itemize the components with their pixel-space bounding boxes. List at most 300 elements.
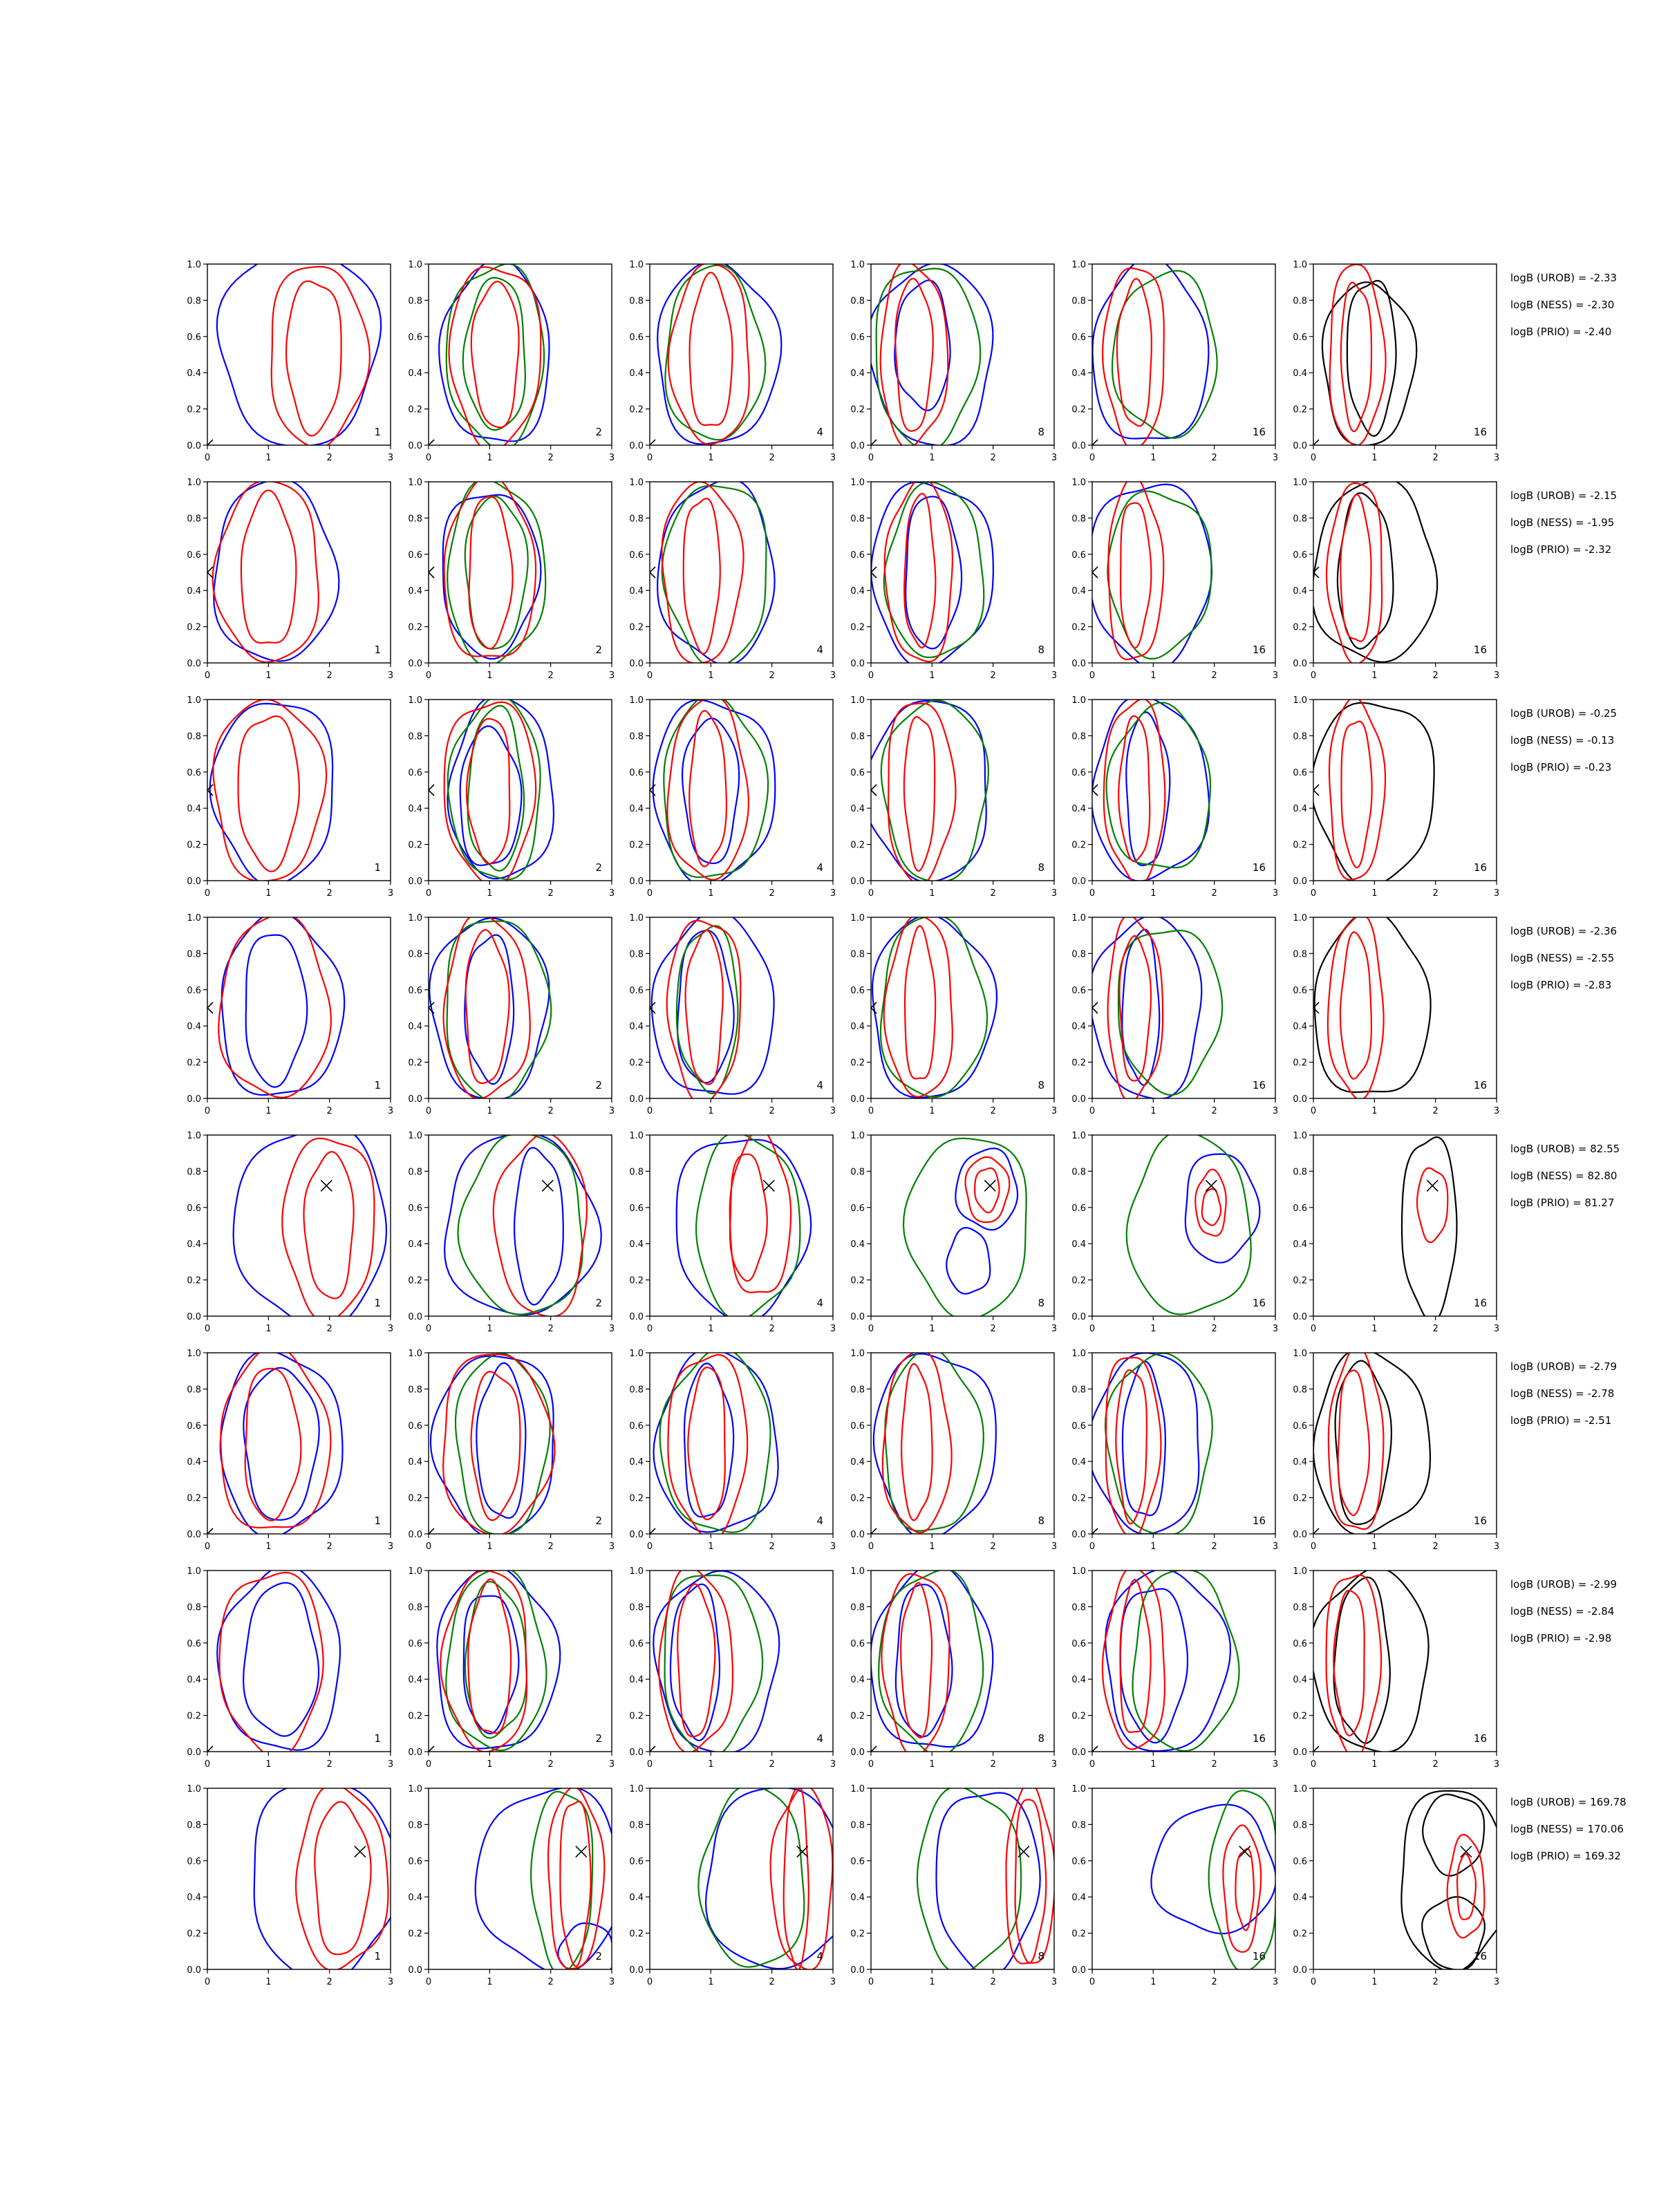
x-tick-label: 1 (929, 671, 935, 681)
y-tick-label: 0.8 (408, 1820, 422, 1831)
blue-contour (476, 1363, 525, 1518)
contour-group (1308, 1568, 1429, 1759)
y-tick-label: 0.0 (850, 1747, 865, 1758)
red-contour (885, 478, 953, 662)
y-tick-label: 0.0 (408, 1094, 422, 1105)
red-contour (1417, 1168, 1447, 1242)
x-tick-label: 1 (1150, 453, 1156, 463)
panel-r2-c4 (850, 478, 1057, 681)
contour-group (202, 1346, 343, 1539)
y-tick-label: 0.4 (1293, 1239, 1307, 1250)
truth-marker (355, 1846, 366, 1857)
x-tick-label: 2 (990, 453, 996, 463)
y-tick-label: 0.8 (1071, 296, 1086, 307)
panel-r3-c1 (187, 695, 393, 899)
y-tick-label: 0.6 (850, 550, 865, 561)
y-tick-label: 0.8 (629, 1385, 644, 1396)
y-tick-label: 0.6 (850, 1421, 865, 1432)
panel-frame (871, 1135, 1054, 1316)
panel-r5-c2 (408, 1131, 615, 1334)
y-tick-label: 0.2 (187, 622, 201, 633)
y-tick-label: 0.6 (629, 1203, 644, 1214)
y-tick-label: 1.0 (1071, 695, 1086, 706)
x-tick-label: 0 (868, 1541, 874, 1552)
x-tick-label: 1 (929, 1759, 935, 1770)
panel-frame (650, 1571, 833, 1752)
y-tick-label: 0.2 (1071, 1711, 1086, 1722)
y-tick-label: 1.0 (1293, 478, 1307, 488)
panel-corner-label: 1 (374, 1950, 381, 1962)
y-tick-label: 1.0 (629, 695, 644, 706)
x-tick-label: 0 (204, 1977, 211, 1987)
y-tick-label: 0.4 (187, 1239, 201, 1250)
x-tick-label: 2 (990, 1106, 996, 1116)
panel-frame (871, 264, 1054, 445)
contour-group (1087, 257, 1217, 451)
y-tick-label: 0.8 (408, 1602, 422, 1613)
x-tick-label: 1 (1371, 453, 1378, 463)
y-tick-label: 0.8 (850, 514, 865, 525)
black-contour (1313, 1349, 1430, 1535)
y-tick-label: 0.6 (1071, 1421, 1086, 1432)
y-tick-label: 0.4 (629, 586, 644, 597)
y-tick-label: 0.6 (187, 550, 201, 561)
x-tick-label: 3 (608, 671, 615, 681)
panel-r8-c5 (1071, 1784, 1278, 1987)
y-tick-label: 0.2 (187, 1493, 201, 1504)
y-tick-label: 0.0 (629, 1965, 644, 1976)
y-tick-label: 0.4 (1071, 1675, 1086, 1686)
y-tick-label: 1.0 (187, 1131, 201, 1141)
blue-contour (653, 1571, 779, 1753)
panel-r3-c6 (1293, 695, 1499, 899)
logB-annotation: logB (PRIO) = -2.40 (1510, 326, 1612, 338)
y-tick-label: 0.8 (1071, 731, 1086, 742)
panel-frame (207, 917, 391, 1098)
blue-contour (868, 263, 993, 446)
x-tick-label: 1 (929, 1324, 935, 1334)
panel-corner-label: 16 (1252, 1732, 1266, 1745)
contour-group (1308, 910, 1431, 1100)
green-contour (465, 496, 528, 649)
logB-annotation: logB (UROB) = -2.36 (1510, 925, 1618, 937)
x-tick-label: 1 (929, 1106, 935, 1116)
x-tick-label: 2 (547, 1759, 554, 1770)
x-tick-label: 3 (1272, 1106, 1279, 1116)
red-contour (1340, 932, 1371, 1078)
x-tick-label: 2 (547, 888, 554, 899)
x-tick-label: 0 (868, 1324, 874, 1334)
y-tick-label: 0.6 (187, 332, 201, 343)
x-tick-label: 0 (1310, 1324, 1317, 1334)
black-contour (1423, 1794, 1484, 1876)
contour-group (865, 1564, 993, 1757)
y-tick-label: 0.0 (629, 1094, 644, 1105)
x-tick-label: 0 (868, 671, 874, 681)
red-contour (1328, 915, 1384, 1100)
panel-frame (1313, 1353, 1497, 1534)
panel-r2-c5 (1071, 476, 1278, 681)
panel-r8-c6 (1293, 1784, 1512, 1987)
x-tick-label: 1 (487, 671, 493, 681)
x-tick-label: 2 (769, 1977, 775, 1987)
contour-group (423, 1353, 555, 1539)
contour-group (644, 479, 775, 668)
y-tick-label: 0.6 (1293, 332, 1307, 343)
contour-group (423, 1566, 560, 1757)
red-contour (975, 1168, 999, 1212)
y-tick-label: 1.0 (408, 1349, 422, 1359)
x-tick-label: 0 (204, 453, 211, 463)
y-tick-label: 0.4 (1293, 804, 1307, 815)
contour-group (1402, 1137, 1457, 1322)
truth-marker (321, 1180, 332, 1191)
contour-group (1087, 476, 1212, 669)
logB-annotation: logB (UROB) = -0.25 (1510, 707, 1618, 720)
blue-contour (872, 915, 997, 1098)
logB-annotation: logB (NESS) = -1.95 (1510, 516, 1615, 529)
y-tick-label: 0.4 (629, 1239, 644, 1250)
x-tick-label: 3 (830, 1324, 836, 1334)
green-contour (903, 1138, 1027, 1320)
y-tick-label: 0.0 (850, 659, 865, 669)
x-tick-label: 3 (1051, 888, 1058, 899)
y-tick-label: 0.0 (187, 659, 201, 669)
x-tick-label: 3 (608, 453, 615, 463)
panel-r7-c2 (408, 1566, 615, 1770)
y-tick-label: 0.0 (1293, 1312, 1307, 1322)
x-tick-label: 2 (547, 1106, 554, 1116)
red-contour (296, 1784, 388, 1971)
y-tick-label: 0.2 (629, 404, 644, 415)
x-tick-label: 2 (1432, 1106, 1438, 1116)
y-tick-label: 0.2 (1071, 1058, 1086, 1069)
y-tick-label: 0.8 (629, 514, 644, 525)
y-tick-label: 0.0 (1071, 659, 1086, 669)
x-tick-label: 2 (1211, 1977, 1217, 1987)
x-tick-label: 0 (1310, 1541, 1317, 1552)
y-tick-label: 1.0 (1293, 695, 1307, 706)
x-tick-label: 2 (326, 453, 332, 463)
panel-frame (1092, 264, 1275, 445)
y-tick-label: 0.8 (408, 514, 422, 525)
x-tick-label: 1 (708, 671, 714, 681)
contour-group (423, 475, 545, 666)
panel-corner-label: 8 (1038, 644, 1044, 656)
y-tick-label: 0.4 (187, 1457, 201, 1468)
panel-r6-c6 (1293, 1346, 1499, 1552)
y-tick-label: 1.0 (1071, 1349, 1086, 1359)
y-tick-label: 0.8 (187, 1385, 201, 1396)
panel-r6-c1 (187, 1346, 393, 1552)
y-tick-label: 1.0 (629, 1566, 644, 1577)
y-tick-label: 0.0 (187, 1965, 201, 1976)
x-tick-label: 2 (769, 1541, 775, 1552)
y-tick-label: 0.8 (187, 1820, 201, 1831)
red-contour (1338, 1371, 1369, 1516)
y-tick-label: 0.2 (1071, 1493, 1086, 1504)
blue-contour (439, 258, 549, 441)
y-tick-label: 1.0 (629, 1784, 644, 1794)
contour-group (677, 1129, 811, 1322)
x-tick-label: 1 (265, 1977, 272, 1987)
y-tick-label: 0.4 (629, 1675, 644, 1686)
y-tick-label: 1.0 (1293, 260, 1307, 270)
y-tick-label: 0.4 (1293, 1022, 1307, 1033)
x-tick-label: 2 (1211, 888, 1217, 899)
contour-group (917, 1782, 1055, 1976)
x-tick-label: 2 (990, 671, 996, 681)
y-tick-label: 0.8 (850, 1820, 865, 1831)
panel-r3-c3 (629, 694, 836, 899)
red-contour (689, 711, 727, 867)
red-contour (771, 1785, 833, 1970)
x-tick-label: 1 (708, 453, 714, 463)
panel-r1-c1 (187, 247, 393, 463)
x-tick-label: 0 (1089, 1759, 1096, 1770)
panel-r4-c5 (1071, 913, 1278, 1116)
logB-annotation: logB (NESS) = 170.06 (1510, 1823, 1624, 1835)
red-contour (1224, 1825, 1262, 1951)
y-tick-label: 0.6 (629, 985, 644, 996)
x-tick-label: 0 (868, 1759, 874, 1770)
x-tick-label: 2 (990, 1977, 996, 1987)
green-contour (446, 1568, 546, 1750)
y-tick-label: 0.6 (1071, 1638, 1086, 1649)
blue-contour (863, 701, 986, 882)
y-tick-label: 0.8 (850, 1385, 865, 1396)
y-tick-label: 0.8 (850, 1167, 865, 1178)
x-tick-label: 1 (1150, 1977, 1156, 1987)
contour-group (1127, 1131, 1260, 1315)
y-tick-label: 1.0 (1071, 913, 1086, 924)
x-tick-label: 0 (204, 1759, 211, 1770)
y-tick-label: 0.0 (187, 1530, 201, 1540)
panel-corner-label: 2 (595, 644, 602, 656)
panel-corner-label: 2 (595, 1515, 602, 1527)
y-tick-label: 0.2 (850, 1711, 865, 1722)
blue-contour (871, 482, 993, 668)
y-tick-label: 0.0 (187, 1747, 201, 1758)
y-tick-label: 0.4 (187, 1675, 201, 1686)
y-tick-label: 0.6 (408, 550, 422, 561)
x-tick-label: 0 (646, 671, 653, 681)
y-tick-label: 0.6 (629, 1638, 644, 1649)
x-tick-label: 0 (1310, 1977, 1317, 1987)
y-tick-label: 0.8 (629, 296, 644, 307)
y-tick-label: 0.4 (629, 1022, 644, 1033)
blue-contour (246, 935, 308, 1087)
red-contour (241, 490, 297, 643)
x-tick-label: 2 (769, 453, 775, 463)
x-tick-label: 1 (929, 888, 935, 899)
logB-annotation: logB (UROB) = -2.99 (1510, 1578, 1618, 1591)
panel-corner-label: 8 (1038, 1079, 1044, 1091)
y-tick-label: 0.4 (629, 804, 644, 815)
x-tick-label: 3 (1272, 1759, 1279, 1770)
blue-contour (657, 479, 775, 665)
y-tick-label: 0.2 (629, 840, 644, 851)
x-tick-label: 0 (646, 888, 653, 899)
x-tick-label: 0 (868, 888, 874, 899)
y-tick-label: 1.0 (408, 695, 422, 706)
x-tick-label: 1 (929, 1541, 935, 1552)
red-contour (1106, 1358, 1161, 1539)
panel-corner-label: 1 (374, 426, 381, 438)
y-tick-label: 0.6 (1293, 985, 1307, 996)
contour-group (644, 1566, 779, 1757)
y-tick-label: 1.0 (187, 478, 201, 488)
x-tick-label: 1 (265, 1106, 272, 1116)
red-contour (1120, 936, 1152, 1081)
y-tick-label: 0.4 (408, 1893, 422, 1904)
y-tick-label: 1.0 (187, 260, 201, 270)
panel-r1-c4 (850, 260, 1057, 463)
x-tick-label: 2 (547, 1541, 554, 1552)
y-tick-label: 0.6 (850, 1856, 865, 1867)
y-tick-label: 0.6 (408, 1203, 422, 1214)
panel-frame (1313, 1135, 1497, 1316)
x-tick-label: 3 (387, 888, 394, 899)
x-tick-label: 3 (1493, 1106, 1500, 1116)
red-contour (471, 1371, 521, 1520)
red-contour (221, 1346, 330, 1528)
x-tick-label: 0 (1089, 1324, 1096, 1334)
contour-group (202, 700, 332, 885)
green-contour (1209, 1790, 1277, 1971)
y-tick-label: 0.8 (1071, 1385, 1086, 1396)
y-tick-label: 0.0 (850, 877, 865, 887)
y-tick-label: 1.0 (850, 1566, 865, 1577)
y-tick-label: 0.4 (408, 586, 422, 597)
x-tick-label: 3 (1493, 671, 1500, 681)
panel-frame (1092, 700, 1275, 881)
logB-annotation: logB (UROB) = -2.33 (1510, 272, 1618, 284)
blue-contour (222, 912, 344, 1095)
y-tick-label: 0.6 (1293, 767, 1307, 778)
red-contour (730, 1129, 791, 1293)
y-tick-label: 0.4 (1071, 1239, 1086, 1250)
y-tick-label: 0.0 (187, 441, 201, 451)
y-tick-label: 0.0 (850, 441, 865, 451)
panel-corner-label: 8 (1038, 1297, 1044, 1309)
x-tick-label: 0 (1310, 888, 1317, 899)
y-tick-label: 0.2 (850, 1275, 865, 1286)
blue-contour (894, 281, 950, 411)
x-tick-label: 2 (1211, 1106, 1217, 1116)
y-tick-label: 0.6 (187, 1203, 201, 1214)
x-tick-label: 2 (1211, 1759, 1217, 1770)
y-tick-label: 0.4 (1071, 1022, 1086, 1033)
truth-marker (1239, 1846, 1250, 1857)
x-tick-label: 0 (1310, 1759, 1317, 1770)
red-contour (901, 1364, 932, 1520)
y-tick-label: 0.8 (1293, 1385, 1307, 1396)
y-tick-label: 0.2 (629, 1275, 644, 1286)
y-tick-label: 0.0 (850, 1312, 865, 1322)
panel-corner-label: 8 (1038, 1515, 1044, 1527)
x-tick-label: 1 (708, 1106, 714, 1116)
y-tick-label: 0.0 (1293, 1747, 1307, 1758)
panel-r2-c2 (408, 475, 615, 681)
red-contour (1235, 1848, 1254, 1930)
x-tick-label: 0 (425, 888, 432, 899)
y-tick-label: 0.4 (850, 1675, 865, 1686)
green-contour (448, 695, 541, 879)
y-tick-label: 0.0 (1071, 441, 1086, 451)
x-tick-label: 1 (929, 1977, 935, 1987)
y-tick-label: 0.4 (187, 804, 201, 815)
panel-r1-c3 (629, 260, 836, 463)
y-tick-label: 0.4 (850, 1239, 865, 1250)
x-tick-label: 3 (387, 1759, 394, 1770)
y-tick-label: 0.6 (850, 1203, 865, 1214)
x-tick-label: 0 (646, 1324, 653, 1334)
panel-corner-label: 1 (374, 1079, 381, 1091)
x-tick-label: 3 (387, 1977, 394, 1987)
red-contour (315, 1802, 371, 1955)
y-tick-label: 0.8 (187, 1602, 201, 1613)
blue-contour (447, 696, 554, 879)
y-tick-label: 0.4 (408, 368, 422, 379)
truth-marker (1427, 1180, 1438, 1191)
y-tick-label: 0.8 (629, 1167, 644, 1178)
red-contour (688, 1367, 725, 1519)
red-contour (471, 281, 519, 427)
contour-group (865, 262, 993, 451)
logB-annotation: logB (NESS) = -2.78 (1510, 1387, 1615, 1400)
y-tick-label: 0.6 (629, 767, 644, 778)
x-tick-label: 0 (425, 453, 432, 463)
panel-corner-label: 4 (816, 1950, 823, 1962)
y-tick-label: 0.2 (1293, 622, 1307, 633)
y-tick-label: 0.8 (1293, 949, 1307, 960)
contour-group (903, 1138, 1027, 1320)
x-tick-label: 3 (1493, 453, 1500, 463)
x-tick-label: 2 (326, 1324, 332, 1334)
blue-contour (1088, 1353, 1199, 1534)
contour-group (1308, 265, 1416, 451)
x-tick-label: 1 (708, 888, 714, 899)
panel-frame (1313, 1571, 1497, 1752)
truth-marker (576, 1846, 587, 1857)
y-tick-label: 0.4 (408, 1022, 422, 1033)
x-tick-label: 0 (646, 1106, 653, 1116)
x-tick-label: 3 (1272, 1541, 1279, 1552)
contour-group (1308, 478, 1437, 664)
green-contour (447, 480, 545, 666)
red-contour (1340, 495, 1371, 641)
x-tick-label: 3 (830, 888, 836, 899)
y-tick-label: 0.2 (1293, 1929, 1307, 1940)
x-tick-label: 3 (1493, 1541, 1500, 1552)
y-tick-label: 0.4 (850, 1022, 865, 1033)
logB-annotation: logB (UROB) = 82.55 (1510, 1143, 1620, 1155)
x-tick-label: 0 (646, 1759, 653, 1770)
red-contour (1117, 279, 1152, 426)
panel-corner-label: 4 (816, 1297, 823, 1309)
y-tick-label: 1.0 (187, 1349, 201, 1359)
contour-group (476, 1787, 623, 1978)
y-tick-label: 0.8 (408, 296, 422, 307)
y-tick-label: 1.0 (1293, 1131, 1307, 1141)
x-tick-label: 2 (990, 1759, 996, 1770)
red-contour (1329, 697, 1385, 880)
x-tick-label: 1 (1150, 671, 1156, 681)
y-tick-label: 0.8 (1293, 514, 1307, 525)
x-tick-label: 2 (1432, 1541, 1438, 1552)
x-tick-label: 2 (769, 1106, 775, 1116)
